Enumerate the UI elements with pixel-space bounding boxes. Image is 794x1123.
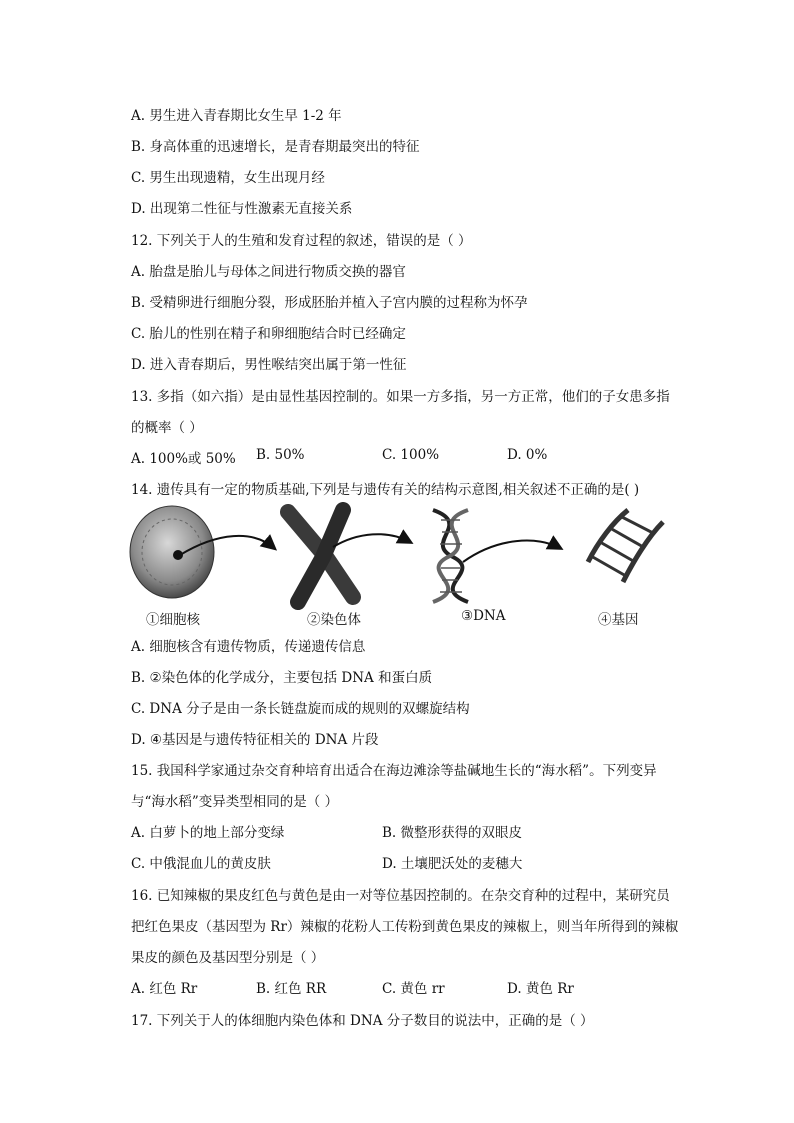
q12-option-a: A. 胎盘是胎儿与母体之间进行物质交换的器官 xyxy=(131,264,406,280)
question-16-line1: 16. 已知辣椒的果皮红色与黄色是由一对等位基因控制的。在杂交育种的过程中，某研究员 xyxy=(131,888,670,904)
q13-option-c: C. 100% xyxy=(382,447,440,463)
q14-option-a: A. 细胞核含有遗传物质，传递遗传信息 xyxy=(131,639,366,655)
caption-dna: ③DNA xyxy=(461,608,506,624)
question-14: 14. 遗传具有一定的物质基础,下列是与遗传有关的结构示意图,相关叙述不正确的是( ) xyxy=(131,482,640,498)
q15-option-a: A. 白萝卜的地上部分变绿 xyxy=(131,825,285,841)
question-16-line3: 果皮的颜色及基因型分别是（ ） xyxy=(131,950,325,966)
question-17: 17. 下列关于人的体细胞内染色体和 DNA 分子数目的说法中，正确的是（ ） xyxy=(131,1013,594,1029)
q14-option-c: C. DNA 分子是由一条长链盘旋而成的规则的双螺旋结构 xyxy=(131,701,470,717)
q13-option-d: D. 0% xyxy=(507,447,548,463)
caption-gene: ④基因 xyxy=(598,612,639,628)
line-b-puberty: B. 身高体重的迅速增长，是青春期最突出的特征 xyxy=(131,139,420,155)
q13-option-a: A. 100%或 50% xyxy=(131,451,236,467)
q15-option-d: D. 土壤肥沃处的麦穗大 xyxy=(382,856,523,872)
question-15-line2: 与“海水稻”变异类型相同的是（ ） xyxy=(131,794,339,810)
caption-cell-nucleus: ①细胞核 xyxy=(146,612,200,628)
q13-option-b: B. 50% xyxy=(256,447,305,463)
chromosome-icon xyxy=(288,510,353,602)
q14-option-d: D. ④基因是与遗传特征相关的 DNA 片段 xyxy=(131,732,379,748)
q16-option-d: D. 黄色 Rr xyxy=(507,981,574,997)
question-16-line2: 把红色果皮（基因型为 Rr）辣椒的花粉人工传粉到黄色果皮的辣椒上，则当年所得到的辣椒 xyxy=(131,919,679,935)
line-c-puberty: C. 男生出现遗精，女生出现月经 xyxy=(131,170,325,186)
question-13-line2: 的概率（ ） xyxy=(131,420,203,436)
q14-option-b: B. ②染色体的化学成分，主要包括 DNA 和蛋白质 xyxy=(131,670,433,686)
genetics-structure-figure xyxy=(128,502,688,610)
question-12: 12. 下列关于人的生殖和发育过程的叙述，错误的是（ ） xyxy=(131,233,472,249)
gene-segment-icon xyxy=(588,510,663,582)
q15-option-c: C. 中俄混血儿的黄皮肤 xyxy=(131,856,271,872)
dna-helix-icon xyxy=(433,510,468,602)
question-13-line1: 13. 多指（如六指）是由显性基因控制的。如果一方多指，另一方正常，他们的子女患多指 xyxy=(131,389,670,405)
q12-option-d: D. 进入青春期后，男性喉结突出属于第一性征 xyxy=(131,357,407,373)
cell-nucleus-icon xyxy=(130,506,214,598)
q12-option-b: B. 受精卵进行细胞分裂，形成胚胎并植入子宫内膜的过程称为怀孕 xyxy=(131,295,528,311)
q12-option-c: C. 胎儿的性别在精子和卵细胞结合时已经确定 xyxy=(131,326,406,342)
q16-option-a: A. 红色 Rr xyxy=(131,981,198,997)
caption-chromosome: ②染色体 xyxy=(307,612,361,628)
q16-option-c: C. 黄色 rr xyxy=(382,981,445,997)
q15-option-b: B. 微整形获得的双眼皮 xyxy=(382,825,523,841)
question-15-line1: 15. 我国科学家通过杂交育种培育出适合在海边滩涂等盐碱地生长的“海水稻”。下列变异 xyxy=(131,763,657,779)
line-d-puberty: D. 出现第二性征与性激素无直接关系 xyxy=(131,201,353,217)
line-a-puberty: A. 男生进入青春期比女生早 1-2 年 xyxy=(131,108,342,124)
q16-option-b: B. 红色 RR xyxy=(256,981,327,997)
